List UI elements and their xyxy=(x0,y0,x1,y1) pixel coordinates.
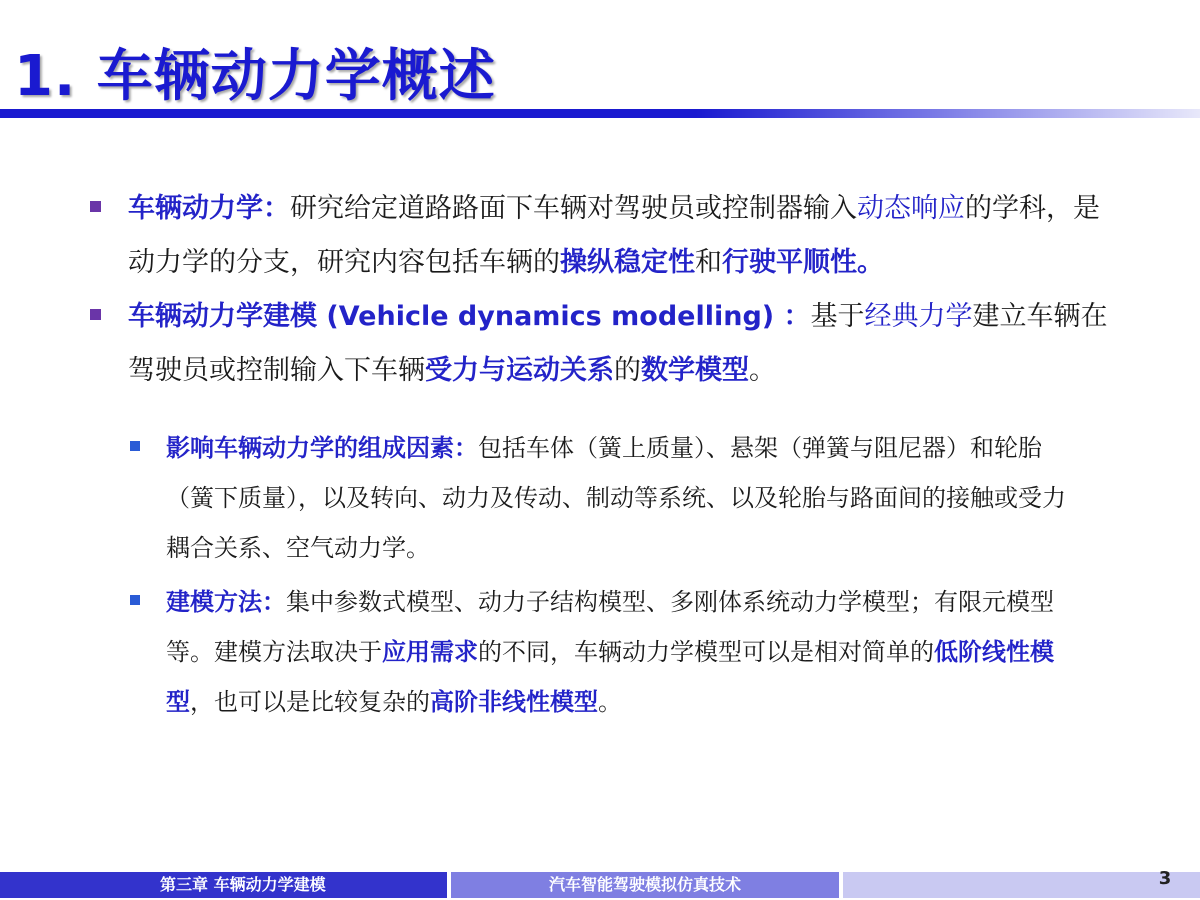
sub-bullet-text: 的不同，车辆动力学模型可以是相对简单的 xyxy=(478,638,934,666)
footer-chapter: 第三章 车辆动力学建模 xyxy=(0,872,447,898)
sub-bullet-text: 。 xyxy=(598,688,622,716)
bullet-keyword: 经典力学 xyxy=(864,301,973,332)
bullet-dynamics-modelling xyxy=(128,290,1118,398)
square-bullet-icon xyxy=(130,441,140,451)
bullet-keyword: 行驶平顺性。 xyxy=(722,247,884,278)
sub-bullet-keyword: 高阶非线性模型 xyxy=(430,688,598,716)
bullet-term: 车辆动力学建模 (Vehicle dynamics modelling) ： xyxy=(128,301,811,332)
sub-bullet-keyword: 低阶线性模型 xyxy=(166,638,1054,716)
bullet-keyword: 受力与运动关系 xyxy=(425,355,614,386)
footer-bar xyxy=(0,872,1200,898)
footer-course-title: 汽车智能驾驶模拟仿真技术 xyxy=(451,872,839,898)
bullet-keyword: 动态响应 xyxy=(857,193,965,224)
bullet-text: 的 xyxy=(614,355,641,386)
bullet-text: 的学科，是动力学的分支，研究内容包括车辆的 xyxy=(128,193,1100,278)
sub-bullet-components xyxy=(166,423,1066,573)
sub-bullet-text: ，也可以是比较复杂的 xyxy=(190,688,430,716)
bullet-keyword: 数学模型 xyxy=(641,355,749,386)
bullet-text: 。 xyxy=(749,355,776,386)
bullet-text: 研究给定道路路面下车辆对驾驶员或控制器输入 xyxy=(290,193,857,224)
sub-bullet-term: 影响车辆动力学的组成因素： xyxy=(166,434,478,462)
footer-light-segment xyxy=(843,872,1200,898)
bullet-text: 基于 xyxy=(810,301,865,332)
bullet-term: 车辆动力学： xyxy=(128,193,290,224)
sub-bullet-term: 建模方法： xyxy=(166,588,286,616)
page-number: 3 xyxy=(1158,868,1172,889)
sub-bullet-text: 集中参数式模型、动力子结构模型、多刚体系统动力学模型；有限元模型等。建模方法取决于 xyxy=(166,588,1054,666)
sub-bullet-keyword: 应用需求 xyxy=(382,638,478,666)
bullet-text: 建立车辆在驾驶员或控制输入下车辆 xyxy=(128,301,1108,386)
title-underline-bar xyxy=(0,109,1200,118)
square-bullet-icon xyxy=(130,595,140,605)
sub-bullet-text: 包括车体（簧上质量）、悬架（弹簧与阻尼器）和轮胎（簧下质量），以及转向、动力及传动、制动等系统、以及轮胎与路面间的接触或受力耦合关系、空气动力学。 xyxy=(166,434,1066,562)
square-bullet-icon xyxy=(90,201,101,212)
sub-bullet-methods xyxy=(166,577,1066,727)
bullet-text: 和 xyxy=(695,247,722,278)
bullet-vehicle-dynamics xyxy=(128,182,1118,290)
bullet-keyword: 操纵稳定性 xyxy=(560,247,695,278)
square-bullet-icon xyxy=(90,309,101,320)
slide-title: 1. 车辆动力学概述 xyxy=(14,44,496,109)
